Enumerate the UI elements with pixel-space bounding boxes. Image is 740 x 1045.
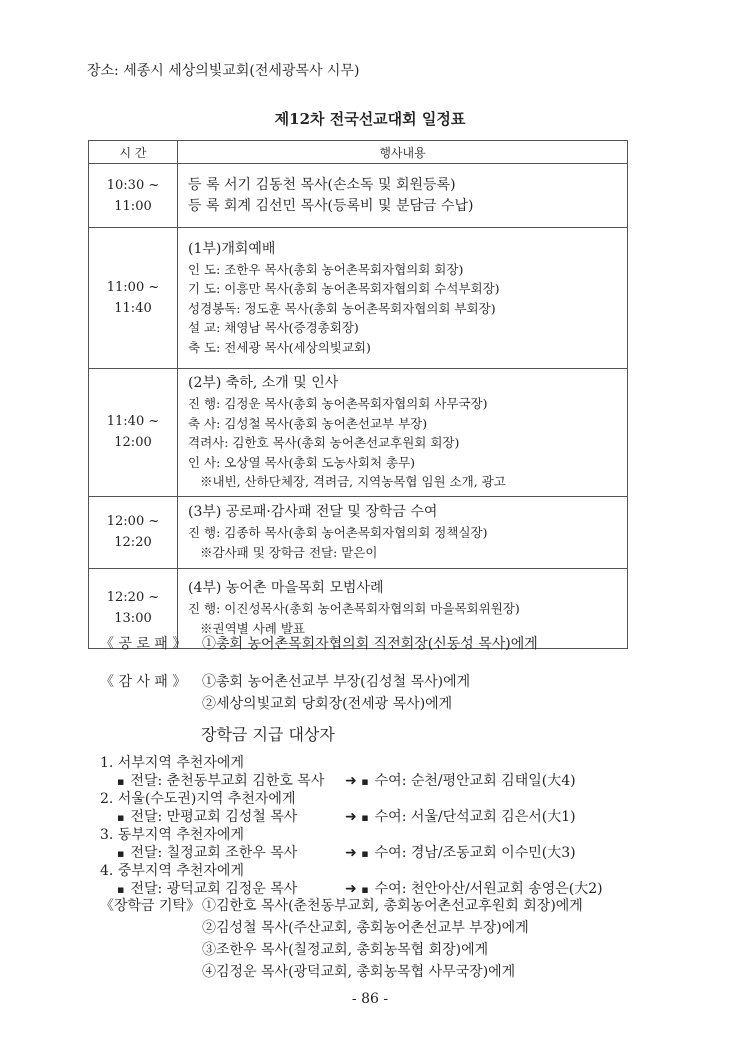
row-title: 등 록 서기 김동천 목사(손소독 및 회원등록) (188, 176, 456, 193)
scholarship-region: 1. 서부지역 추천자에게 (100, 755, 244, 771)
scholarship-title: 장학금 지급 대상자 (201, 725, 335, 744)
bullet-icon: ▪ (117, 847, 125, 860)
merit-label: 《 공 로 패 》 (100, 636, 187, 652)
time-cell (89, 228, 178, 369)
donation-line: ④김정운 목사(광덕교회, 총회농목협 사무국장)에게 (202, 964, 516, 980)
header-time: 시 간 (89, 141, 178, 164)
row-title: (2부) 축하, 소개 및 인사 (188, 375, 339, 391)
row-line: 진 행: 이진성목사(총회 농어촌목회자협의회 마을목회위원장) (188, 601, 520, 616)
time-cell (89, 164, 178, 228)
arrow-icon: ➜ (345, 845, 357, 861)
time-cell (89, 496, 178, 568)
bullet-icon: ▪ (117, 775, 125, 788)
bullet-icon: ▪ (361, 811, 369, 824)
bullet-icon: ▪ (361, 883, 369, 896)
schedule-table (88, 140, 628, 649)
row-line: 진 행: 김종하 목사(총회 농어촌목회자협의회 정책실장) (188, 525, 488, 540)
row-line: 격려사: 김한호 목사(총회 농어촌선교후원회 회장) (188, 435, 460, 450)
row-title: (3부) 공로패·감사패 전달 및 장학금 수여 (188, 504, 438, 520)
bullet-icon: ▪ (117, 811, 125, 824)
schedule-title: 제12차 전국선교대회 일정표 (274, 110, 466, 128)
time-end: 11:00 (114, 198, 152, 214)
giver-text: 전달: 칠정교회 조한우 목사 (130, 845, 298, 861)
content-cell (178, 164, 628, 228)
bullet-icon: ▪ (361, 775, 369, 788)
donation-label: 《장학금 기탁》 (100, 898, 201, 914)
content-cell (178, 496, 628, 568)
time-start: 11:40 ~ (106, 414, 160, 430)
time-end: 13:00 (114, 611, 152, 626)
schedule-row (89, 228, 628, 369)
row-note: ※감사패 및 장학금 전달: 맡은이 (200, 544, 378, 560)
row-note: ※권역별 사례 발표 (200, 620, 305, 636)
receiver-text: 수여: 순천/평안교회 김태일(大4) (374, 773, 576, 789)
time-end: 11:40 (114, 301, 152, 316)
arrow-icon: ➜ (345, 773, 357, 789)
scholarship-giver (117, 842, 297, 862)
schedule-row (89, 369, 628, 497)
time-start: 12:20 ~ (106, 590, 160, 605)
scholarship-receiver (345, 806, 576, 826)
receiver-text: 수여: 천안아산/서원교회 송영은(大2) (374, 881, 603, 897)
bullet-icon: ▪ (117, 883, 125, 896)
donation-line: ③조한우 목사(칠정교회, 총회농목협 회장)에게 (202, 942, 489, 958)
row-line: 축 도: 전세광 목사(세상의빛교회) (188, 339, 371, 355)
donation-line: ②김성철 목사(주산교회, 총회농어촌선교부 부장)에게 (202, 920, 529, 936)
schedule-row (89, 164, 628, 228)
giver-text: 전달: 광덕교회 김정운 목사 (130, 881, 298, 897)
row-line: 인 사: 오상열 목사(총회 도농사회처 총무) (188, 454, 416, 470)
location-line: 장소: 세종시 세상의빛교회(전세광목사 시무) (87, 63, 360, 79)
row-line: 성경봉독: 정도훈 목사(총회 농어촌목회자협의회 부회장) (188, 300, 496, 316)
row-line: 등 록 회계 김선민 목사(등록비 및 분담금 수납) (188, 197, 474, 214)
row-line: 축 사: 김성철 목사(총회 농어촌선교부 부장) (188, 415, 428, 431)
arrow-icon: ➜ (345, 809, 357, 825)
time-cell (89, 369, 178, 497)
row-title: (1부)개회예배 (188, 240, 276, 257)
page-number: - 86 - (351, 991, 389, 1007)
time-end: 12:00 (114, 435, 152, 451)
thanks-item: ②세상의빛교회 당회장(전세광 목사)에게 (202, 696, 453, 712)
row-line: 설 교: 채영남 목사(증경총회장) (188, 320, 359, 336)
schedule-row (89, 496, 628, 568)
time-start: 11:00 ~ (106, 280, 160, 295)
scholarship-receiver (345, 842, 576, 862)
content-cell (178, 369, 628, 497)
merit-item: ①총회 농어촌목회자협의회 직전회장(신동성 목사)에게 (202, 636, 538, 652)
donation-line: ①김한호 목사(춘천동부교회, 총회농어촌선교후원회 회장)에게 (202, 898, 583, 914)
thanks-item: ①총회 농어촌선교부 부장(김성철 목사)에게 (202, 674, 471, 690)
schedule-header-row (89, 141, 628, 164)
scholarship-giver (117, 806, 297, 826)
scholarship-giver (117, 770, 324, 790)
row-title: (4부) 농어촌 마을목회 모범사례 (188, 580, 384, 596)
receiver-text: 수여: 서울/단석교회 김은서(大1) (374, 809, 576, 825)
row-line: 진 행: 김정운 목사(총회 농어촌목회자협의회 사무국장) (188, 396, 488, 411)
row-line: 기 도: 이흥만 목사(총회 농어촌목회자협의회 수석부회장) (188, 281, 500, 297)
scholarship-receiver (345, 770, 576, 790)
scholarship-region: 4. 중부지역 추천자에게 (100, 863, 244, 879)
giver-text: 전달: 만평교회 김성철 목사 (130, 809, 298, 825)
receiver-text: 수여: 경남/조동교회 이수민(大3) (374, 845, 576, 861)
time-start: 12:00 ~ (106, 514, 160, 529)
scholarship-region: 2. 서울(수도권)지역 추천자에게 (100, 791, 296, 807)
giver-text: 전달: 춘천동부교회 김한호 목사 (130, 773, 325, 789)
time-end: 12:20 (114, 535, 152, 550)
header-content: 행사내용 (178, 141, 628, 164)
thanks-label: 《 감 사 패 》 (100, 674, 187, 690)
time-start: 10:30 ~ (106, 177, 160, 193)
content-cell (178, 228, 628, 369)
bullet-icon: ▪ (361, 847, 369, 860)
row-line: 인 도: 조한우 목사(총회 농어촌목회자협의회 회장) (188, 261, 464, 277)
row-note: ※내빈, 산하단체장, 격려금, 지역농목협 임원 소개, 광고 (200, 474, 506, 489)
arrow-icon: ➜ (345, 881, 357, 897)
scholarship-region: 3. 동부지역 추천자에게 (100, 827, 244, 843)
